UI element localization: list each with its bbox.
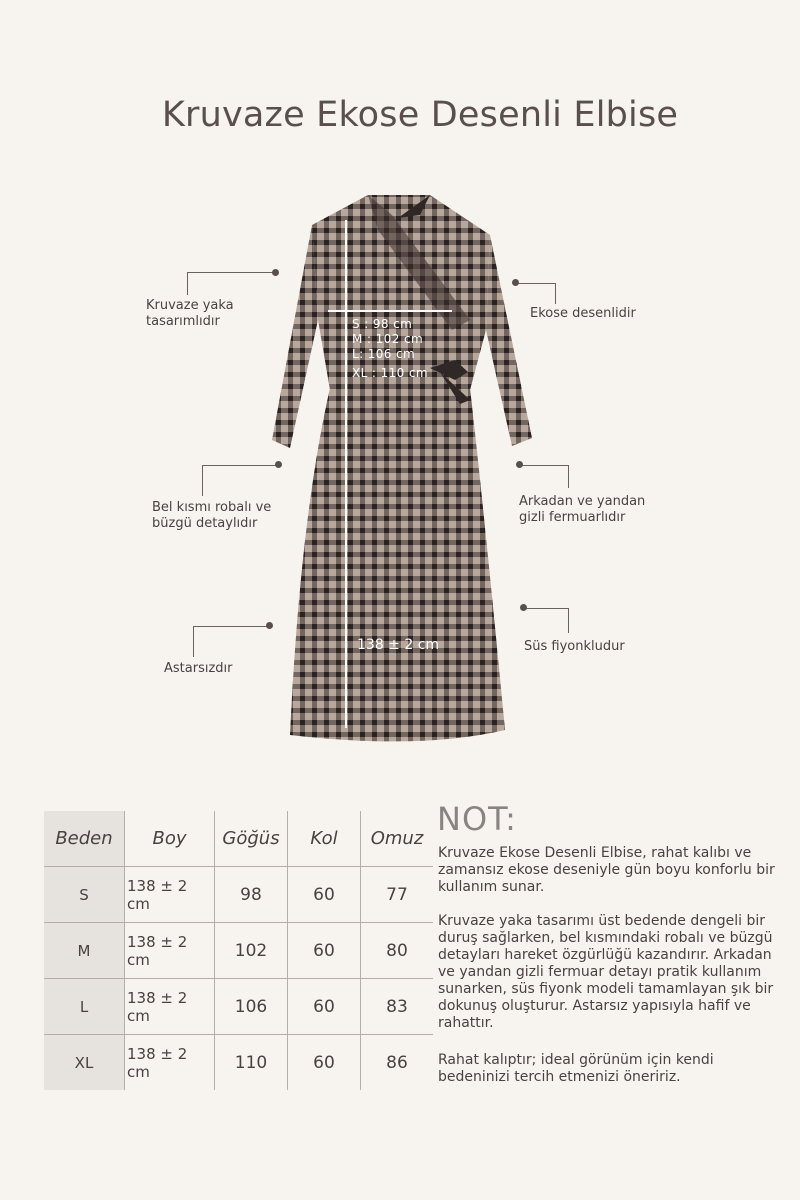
callout-fermuar: Arkadan ve yandan gizli fermuarlıdır xyxy=(519,494,646,525)
callout-kruvaze: Kruvaze yaka tasarımlıdır xyxy=(146,298,234,329)
header-beden: Beden xyxy=(44,811,125,867)
cell-kol: 60 xyxy=(288,1035,361,1091)
note-paragraph-3: Rahat kalıptır; ideal görünüm için kendi bedeninizi tercih etmenizi öneririz. xyxy=(438,1052,714,1085)
dot-fermuar xyxy=(516,461,523,468)
cell-size: L xyxy=(44,979,125,1035)
dress-body xyxy=(272,195,532,741)
table-row xyxy=(44,979,433,1035)
cell-omuz: 86 xyxy=(386,1052,408,1073)
table-row xyxy=(44,1035,433,1091)
dot-bel xyxy=(275,461,282,468)
cell-boy: 138 ± 2 cm xyxy=(125,923,215,979)
dot-fiyonk xyxy=(520,604,527,611)
leader-fiyonk xyxy=(524,608,569,633)
header-gogus: Göğüs xyxy=(215,811,288,867)
dot-kruvaze xyxy=(272,269,279,276)
left-sleeve xyxy=(272,225,318,448)
note-heading: NOT: xyxy=(437,800,517,838)
cell-gogus: 110 xyxy=(215,1035,288,1091)
cell-omuz: 80 xyxy=(361,923,434,979)
leader-ekose xyxy=(515,283,556,304)
cell-boy: 138 ± 2 cm xyxy=(125,979,215,1035)
callout-fiyonk: Süs fiyonkludur xyxy=(524,639,625,654)
chest-measure-m: M : 102 cm xyxy=(352,332,424,346)
cell-boy: 138 ± 2 cm xyxy=(125,867,215,923)
chest-measure-s: S : 98 cm xyxy=(352,317,413,331)
size-table xyxy=(44,811,433,1090)
callout-ekose: Ekose desenlidir xyxy=(530,306,636,321)
leader-astar xyxy=(193,626,272,657)
chest-measure-l: L: 106 cm xyxy=(352,347,416,361)
callout-astar: Astarsızdır xyxy=(164,661,233,676)
cell-size: XL xyxy=(44,1035,125,1091)
leader-kruvaze xyxy=(187,272,278,295)
cell-boy: 138 ± 2 cm xyxy=(125,1035,215,1091)
cell-omuz: 77 xyxy=(361,867,434,923)
table-row xyxy=(44,923,433,979)
cell-gogus: 102 xyxy=(215,923,288,979)
cell-gogus: 106 xyxy=(215,979,288,1035)
cell-kol: 60 xyxy=(288,867,361,923)
chest-measure-xl: XL : 110 cm xyxy=(352,366,428,380)
header-boy: Boy xyxy=(125,811,215,867)
note-paragraph-2: Kruvaze yaka tasarımı üst bedende dengeli bir duruş sağlarken, bel kısmındaki robalı ve büzgü detayları hareket özgürlüğü kazandırır. Arkadan ve yandan gizli fermuar detayı pratik kullanım sunarken, süs fiyonk modeli tamamlayan şık bir dokunuş oluşturur. Astarsız yapısıyla hafif ve rahattır. xyxy=(438,913,774,1031)
table-row xyxy=(44,867,433,923)
cell-omuz: 83 xyxy=(361,979,434,1035)
cell-size: S xyxy=(44,867,125,923)
cell-kol: 60 xyxy=(288,923,361,979)
dot-astar xyxy=(266,622,273,629)
page-title: Kruvaze Ekose Desenli Elbise xyxy=(161,95,679,135)
callout-bel: Bel kısmı robalı ve büzgü detaylıdır xyxy=(152,500,272,531)
header-omuz: Omuz xyxy=(361,811,434,867)
leader-bel xyxy=(202,465,279,496)
note-paragraph-1: Kruvaze Ekose Desenli Elbise, rahat kalıbı ve zamansız ekose deseniyle gün boyu konforlu bir kullanım sunar. xyxy=(438,845,775,895)
dot-ekose xyxy=(512,279,519,286)
skirt xyxy=(290,388,505,741)
right-sleeve xyxy=(486,235,532,446)
cell-kol: 60 xyxy=(288,979,361,1035)
size-table-header xyxy=(44,811,433,867)
leader-fermuar xyxy=(520,465,569,488)
cell-size: M xyxy=(44,923,125,979)
header-kol: Kol xyxy=(288,811,361,867)
length-measure: 138 ± 2 cm xyxy=(357,637,440,653)
cell-gogus: 98 xyxy=(215,867,288,923)
